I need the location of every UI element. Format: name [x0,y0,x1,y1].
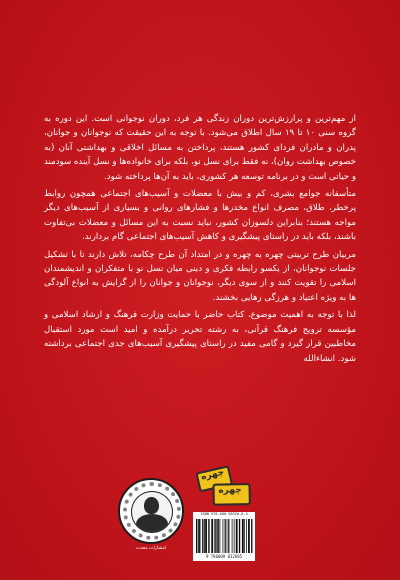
barcode-bar [216,519,217,553]
publisher-portrait-icon [118,478,184,544]
barcode-bar [217,519,218,553]
publisher-logo-portrait [131,491,173,533]
barcode-bar [212,519,213,553]
blurb-paragraph-1: از مهم‌ترین و پرارزش‌ترین دوران زندگی هر فرد، دوران نوجوانی است. این دوره به گروه سنی ۱۰ تا ۱۹ سال اطلاق می‌شود. با توجه به این حقیقت که نوجوانان و جوانان، پدران و مادران فردای کشور هستند، پرداختن به مسائل اخلاقی و بهداشتی آنان (به خصوص بهداشت روان)، نه فقط برای نسل نو، بلکه برای خانواده‌ها و نسل آینده سودمند و حیاتی است و در برنامه توسعه هر کشوری، باید به آن‌ها پرداخته شود. [44,114,356,182]
barcode-bar [243,519,244,553]
barcode-bar [244,519,245,553]
barcode-bar [237,519,238,553]
blurb-paragraph-4: لذا با توجه به اهمیت موضوع، کتاب حاضر با حمایت وزارت فرهنگ و ارشاد اسلامی و مؤسسه ترویج فرهنگ قرآنی، به رشته تحریر درآمده و امید است مورد استقبال مخاطبین قرار گیرد و گامی مفید در راستای پیشگیری آسیب‌های جدی اجتماعی برداشته شود. انشاءالله [44,310,356,364]
isbn-label: ISBN 978-600-90326-8-5 [193,512,255,517]
portrait-shoulders [136,514,168,533]
barcode-bar [246,519,247,553]
barcode-bar [228,519,229,553]
barcode-bar [199,519,200,553]
barcode-bar [226,519,227,553]
barcode-bar [251,519,252,553]
barcode-bar [208,519,209,553]
barcode-bar [206,519,207,553]
barcode-bar [249,519,250,553]
barcode-bar [225,519,226,553]
barcode-digits: 9 786009 032685 [193,553,255,561]
barcode-bar [239,519,240,553]
barcode-bar [202,519,203,553]
barcode-bar [214,519,215,553]
barcode-graphic [193,517,255,555]
barcode-icon [193,517,255,555]
portrait-head [144,497,159,514]
barcode-bar [234,519,235,553]
publisher-name: انتشارات محدث [135,546,167,551]
barcode-bar [204,519,205,553]
blurb-text [44,112,356,369]
barcode-bar [229,519,230,553]
barcode-bar [219,519,220,553]
barcode-bar [232,519,233,553]
blurb-paragraph-3: مربیان طرح تربیتی چهره به چهره و در امتداد آن طرح چکامه، تلاش دارند تا با تشکیل جلسات نوجوانان، از یکسو رابطه فکری و دینی میان نسل نو با متفکران و اندیشمندان اسلامی را تقویت کنند و از سوی دیگر، نوجوانان و جوانان را از گرایش به انواع آلودگی ها به ویژه اعتیاد و هرزگی رهایی بخشند. [44,249,356,303]
barcode-bar [198,519,199,553]
blurb-paragraph-2: متأسفانه جوامع بشری، کم و بیش با معضلات و آسیب‌های اجتماعی همچون روابط پرخطر، طلاق، مصرف انواع مخدرها و فشارهای روانی و بسیاری از آسیب‌های دیگر مواجه هستند؛ بنابراین دلسوزان کشور، نباید نسبت به این مسائل و معضلات بی‌تفاوت باشند، بلکه باید در راستای پیشگیری و کاهش آسیب‌های اجتماعی گام بردارند. [44,189,356,243]
series-logo-icon [194,464,253,511]
barcode-bar [223,519,224,553]
series-logo-text-top: چهره [200,467,226,483]
barcode-bar [196,519,197,553]
series-logo-text-bottom: چهره [218,485,242,496]
